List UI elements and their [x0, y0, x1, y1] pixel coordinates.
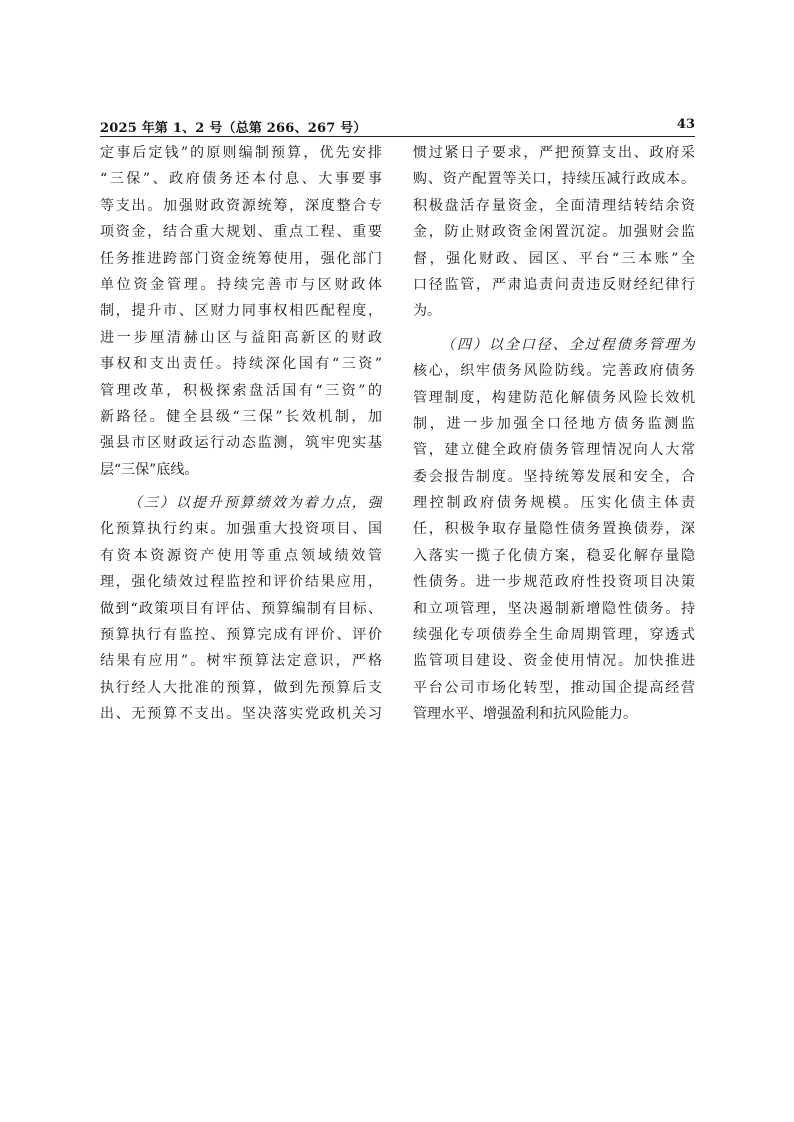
- text-line: 进一步厘清赫山区与益阳高新区的财政: [100, 329, 382, 346]
- text-line: 入落实一揽子化债方案，稳妥化解存量隐: [413, 547, 695, 564]
- text-line: 续强化专项债券全生命周期管理，穿透式: [413, 627, 695, 644]
- section-heading-three: （三）以提升预算绩效为着力点，强: [128, 495, 382, 512]
- text-line: 制，提升市、区财力同事权相匹配程度，: [100, 303, 382, 320]
- text-line: 任，积极争取存量隐性债务置换债券，深: [413, 521, 695, 538]
- text-line: 金，防止财政资金闲置沉淀。加强财会监: [413, 224, 695, 241]
- paragraph-gap: [100, 483, 382, 490]
- text-line: 定事后定钱”的原则编制预算，优先安排: [100, 145, 382, 161]
- right-column: [413, 140, 695, 728]
- issue-label: 2025 年第 1、2 号（总第 266、267 号）: [100, 121, 367, 136]
- text-line: 项资金，结合重大规划、重点工程、重要: [100, 224, 382, 241]
- left-column: [100, 140, 382, 728]
- text-line: 预算执行有监控、预算完成有评价、评价: [100, 627, 382, 644]
- text-line: “三保”、政府债务还本付息、大事要事: [100, 171, 382, 188]
- text-line: 强县市区财政运行动态监测，筑牢兜实基: [100, 435, 382, 452]
- header-rule: [100, 136, 695, 137]
- text-line: 为。: [413, 303, 441, 320]
- text-line: 层“三保”底线。: [100, 461, 199, 478]
- text-line: 管理制度，构建防范化解债务风险长效机: [413, 389, 695, 406]
- text-line: 结果有应用”。树牢预算法定意识，严格: [100, 653, 382, 670]
- page-number: 43: [676, 117, 695, 132]
- text-line: 管，建立健全政府债务管理情况向人大常: [413, 442, 695, 459]
- text-line: 核心，织牢债务风险防线。完善政府债务: [413, 363, 695, 380]
- text-line: 管理改革，积极探索盘活国有“三资”的: [100, 382, 382, 399]
- text-line: 监管项目建设、资金使用情况。加快推进: [413, 653, 695, 670]
- text-line: 等支出。加强财政资源统筹，深度整合专: [100, 197, 382, 214]
- text-line: 理控制政府债务规模。压实化债主体责: [413, 495, 695, 512]
- text-line: 和立项管理，坚决遏制新增隐性债务。持: [413, 600, 695, 617]
- text-line: 督，强化财政、园区、平台“三本账”全: [413, 250, 695, 267]
- text-line: 做到“政策项目有评估、预算编制有目标、: [100, 600, 382, 617]
- text-line: 有资本资源资产使用等重点领域绩效管: [100, 547, 382, 564]
- text-line: 任务推进跨部门资金统筹使用，强化部门: [100, 250, 382, 267]
- text-line: 惯过紧日子要求，严把预算支出、政府采: [413, 145, 695, 161]
- section-heading-four: （四）以全口径、全过程债务管理为: [441, 336, 695, 353]
- text-line: 购、资产配置等关口，持续压减行政成本。: [413, 171, 695, 188]
- text-line: 管理水平、增强盈利和抗风险能力。: [413, 706, 637, 723]
- text-line: 化预算执行约束。加强重大投资项目、国: [100, 521, 382, 538]
- text-line: 单位资金管理。持续完善市与区财政体: [100, 276, 382, 293]
- text-line: 执行经人大批准的预算，做到先预算后支: [100, 679, 382, 696]
- text-line: 新路径。健全县级“三保”长效机制，加: [100, 408, 382, 425]
- text-line: 性债务。进一步规范政府性投资项目决策: [413, 574, 695, 591]
- text-line: 理，强化绩效过程监控和评价结果应用，: [100, 574, 382, 591]
- text-line: 委会报告制度。坚持统筹发展和安全，合: [413, 468, 695, 485]
- text-line: 口径监管，严肃追责问责违反财经纪律行: [413, 276, 695, 293]
- running-header: [100, 117, 695, 135]
- paragraph-gap: [413, 325, 695, 332]
- text-line: 事权和支出责任。持续深化国有“三资”: [100, 356, 382, 373]
- text-line: 积极盘活存量资金，全面清理结转结余资: [413, 197, 695, 214]
- text-line: 出、无预算不支出。坚决落实党政机关习: [100, 706, 382, 723]
- text-line: 平台公司市场化转型，推动国企提高经营: [413, 679, 695, 696]
- text-line: 制，进一步加强全口径地方债务监测监: [413, 415, 695, 432]
